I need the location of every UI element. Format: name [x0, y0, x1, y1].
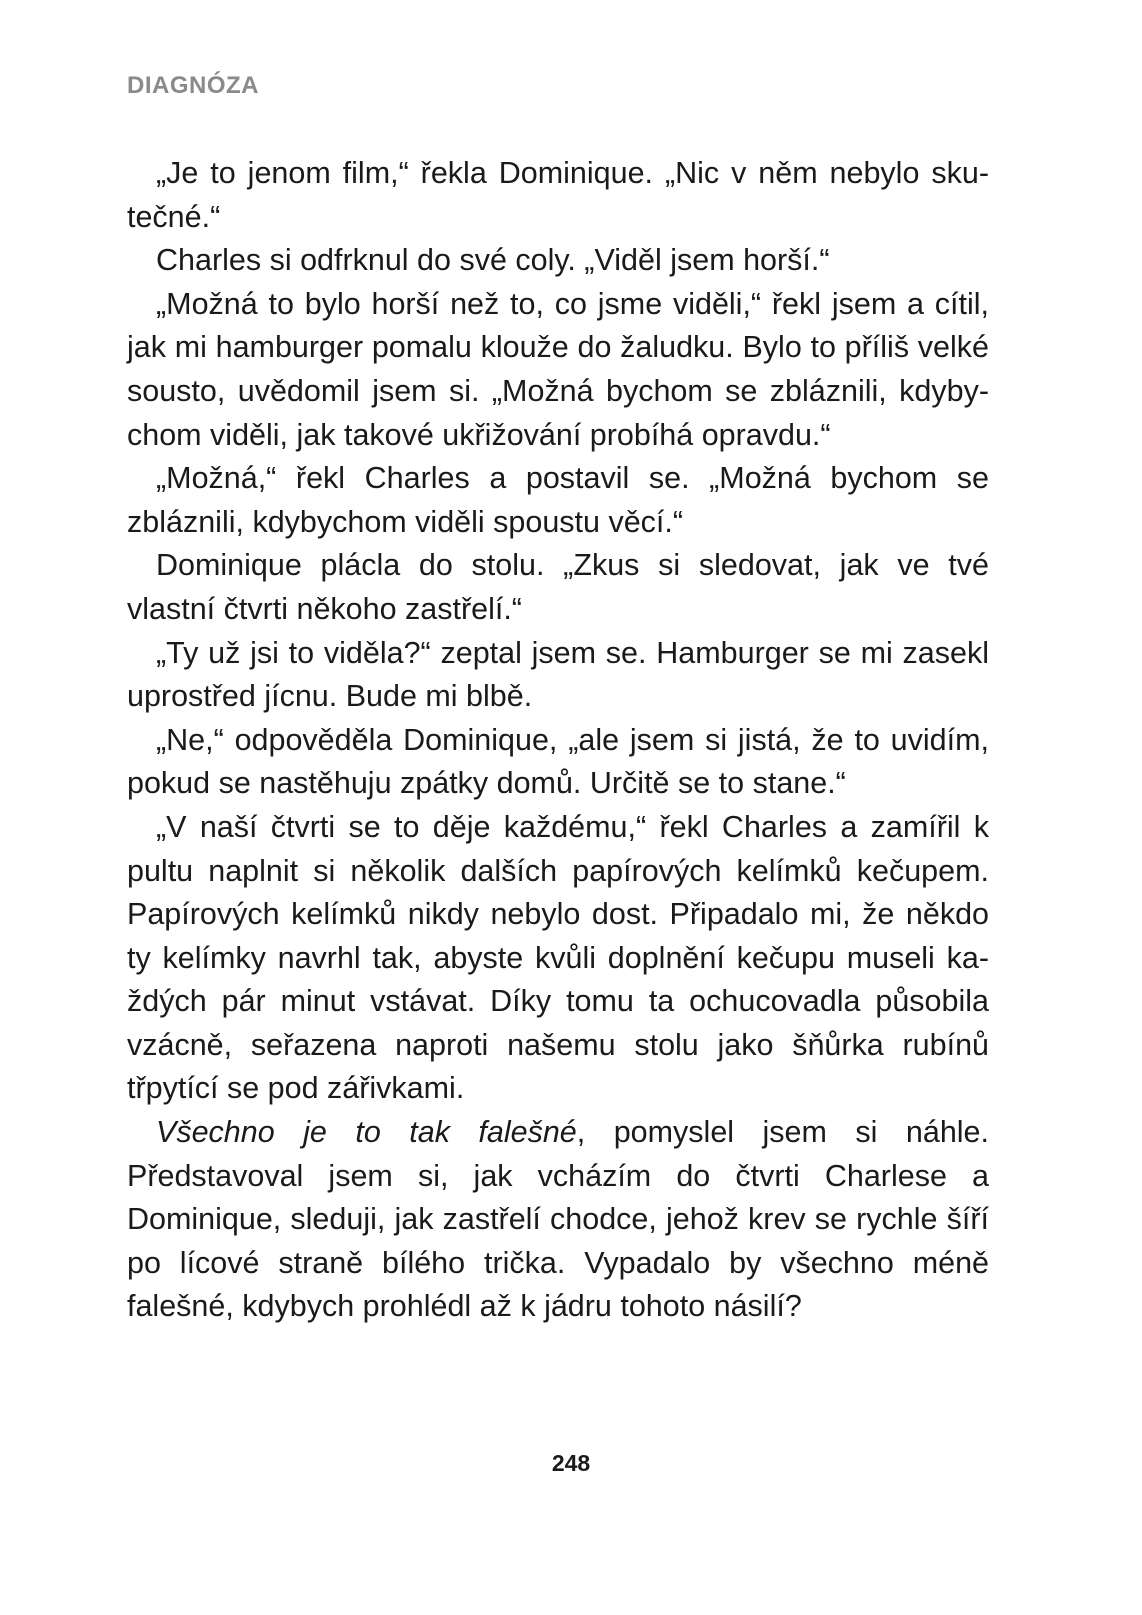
paragraph: „Ty už jsi to viděla?“ zeptal jsem se. Hamburger se mi zasekl uprostřed jícnu. Bude mi blbě.	[127, 635, 989, 714]
page-number: 248	[551, 1450, 591, 1476]
paragraph-final	[127, 1111, 989, 1329]
paragraph: „Možná to bylo horší než to, co jsme viděli,“ řekl jsem a cítil, jak mi hamburger pomalu klouže do žaludku. Bylo to příliš velké sousto, uvědomil jsem si. „Možná bychom se zbláznili, kdybychom viděli, jak takové ukřižování probíhá opravdu.“	[127, 286, 989, 452]
paragraph: Dominique plácla do stolu. „Zkus si sledovat, jak ve tvé vlastní čtvrti někoho zastřelí.“	[127, 548, 989, 626]
paragraph: Charles si odfrknul do své coly. „Viděl jsem horší.“	[156, 243, 830, 278]
body-text	[127, 152, 989, 1329]
paragraph: „Možná,“ řekl Charles a postavil se. „Možná bychom se zbláznili, kdybychom viděli spoustu věcí.“	[127, 461, 989, 539]
running-header: DIAGNÓZA	[127, 72, 259, 99]
italic-thought: Všechno je to tak falešné	[156, 1115, 577, 1150]
paragraph: „Ne,“ odpověděla Dominique, „ale jsem si jistá, že to uvidím, pokud se nastěhuju zpátky domů. Určitě se to stane.“	[127, 722, 989, 801]
paragraph: „V naší čtvrti se to děje každému,“ řekl Charles a zamířil k pultu naplnit si několik dalších papírových kelímků kečupem. Papírových kelímků nikdy nebylo dost. Připadalo mi, že někdo ty kelímky navrhl tak, abyste kvůli doplnění kečupu museli každých pár minut vstávat. Díky tomu ta ochucovadla působila vzácně, seřazena naproti našemu stolu jako šňůrka rubínů třpytící se pod zářivkami.	[127, 809, 989, 1106]
paragraph-final-rest: , pomyslel jsem si náhle. Představoval jsem si, jak vcházím do čtvrti Charlese a Dominique, sleduji, jak zastřelí chodce, jehož krev se rychle šíří po lícové straně bílého trička. Vypadalo by všechno méně falešné, kdybych prohlédl až k jádru tohoto násilí?	[127, 1115, 989, 1324]
paragraph: „Je to jenom film,“ řekla Dominique. „Nic v něm nebylo skutečné.“	[127, 156, 989, 234]
